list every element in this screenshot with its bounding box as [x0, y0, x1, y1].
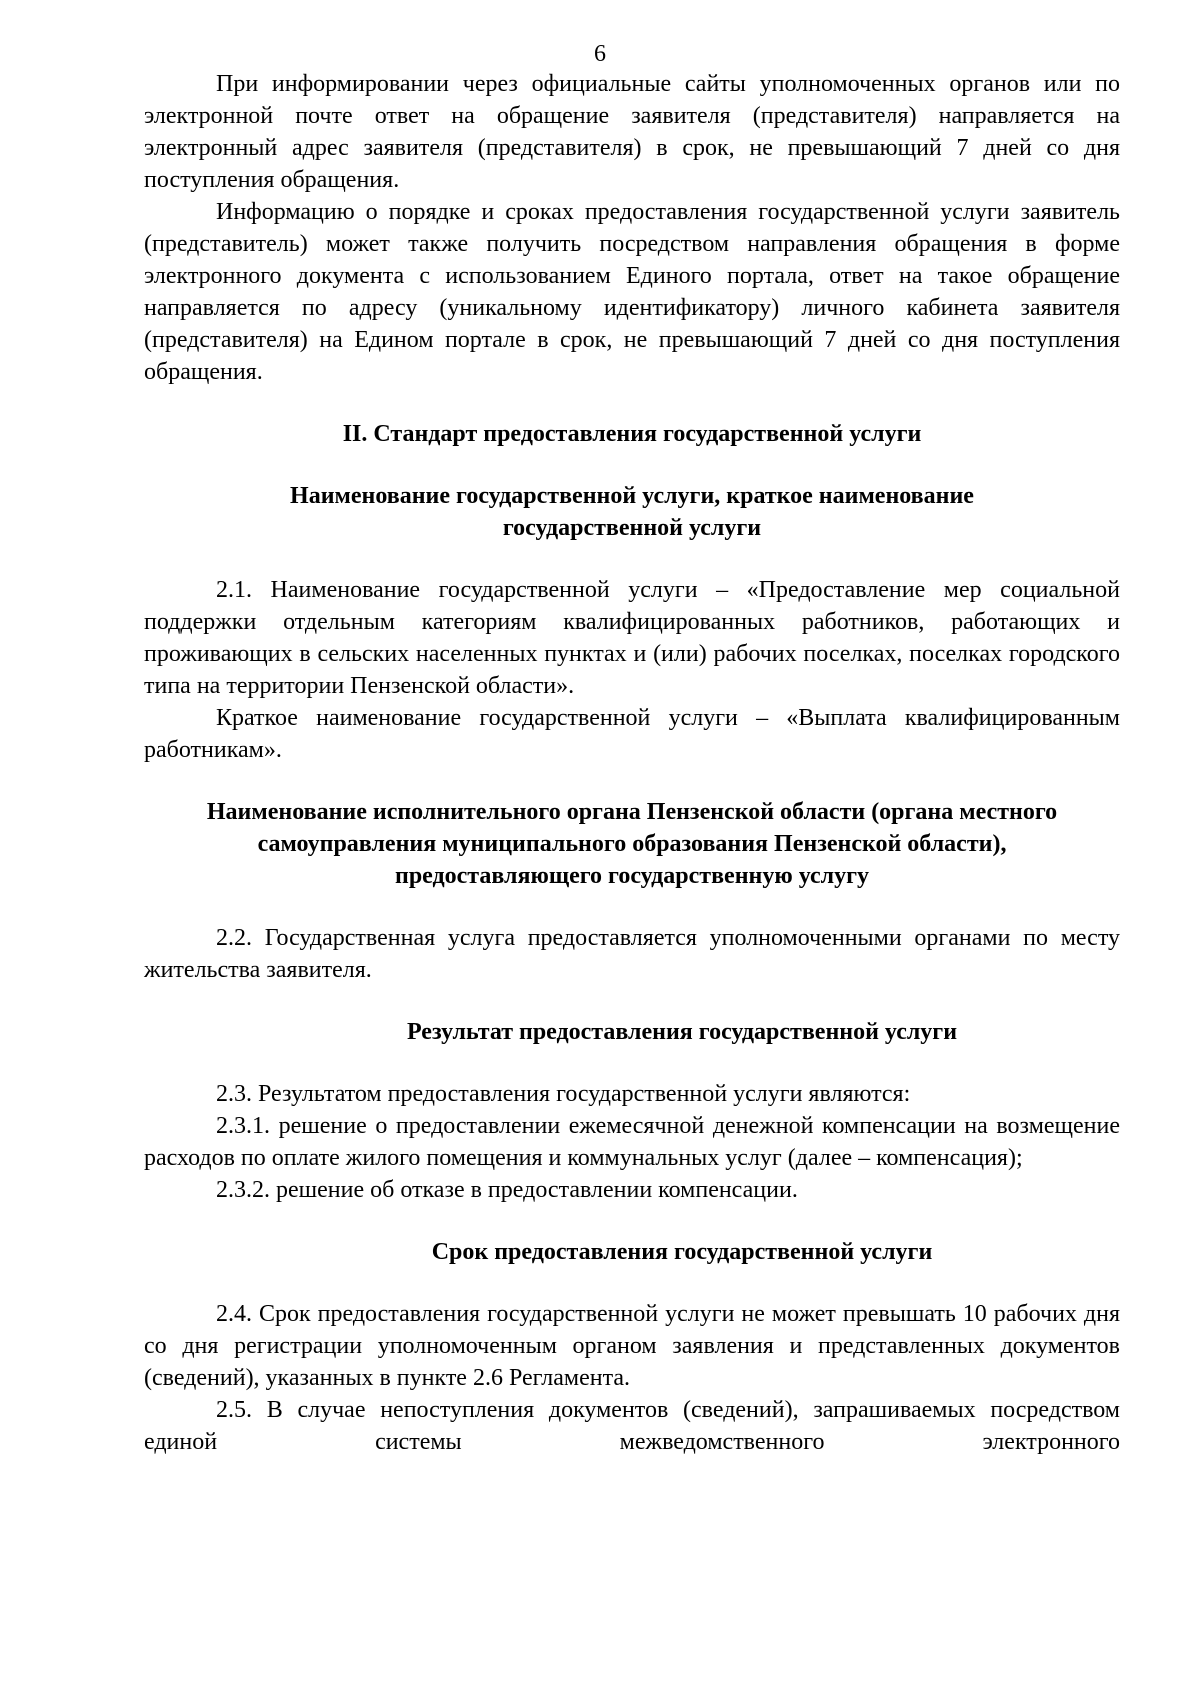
paragraph-2-4: 2.4. Срок предоставления государственной услуги не может превышать 10 рабочих дня со дня регистрации уполномоченным органом заявления и представленных документов (сведений), указанных в пункте 2.6 Регламента. — [144, 1301, 1120, 1391]
paragraph-informing-portal: Информацию о порядке и сроках предоставления государственной услуги заявитель (представитель) может также получить посредством направления обращения в форме электронного документа с использованием Единого портала, ответ на такое обращение направляется по адресу (уникальному идентификатору) личного кабинета заявителя (представителя) на Едином портале в срок, не превышающий 7 дней со дня поступления обращения. — [144, 199, 1120, 385]
paragraph-2-1-short-name: Краткое наименование государственной услуги – «Выплата квалифицированным работникам». — [144, 705, 1120, 763]
heading-authority-name: Наименование исполнительного органа Пензенской области (органа местного самоуправления муниципального образования Пензенской области), предоставляющего государственную услугу — [206, 799, 1058, 889]
paragraph-2-2: 2.2. Государственная услуга предоставляется уполномоченными органами по месту жительства заявителя. — [144, 925, 1120, 983]
paragraph-2-3: 2.3. Результатом предоставления государственной услуги являются: — [216, 1081, 911, 1107]
heading-result: Результат предоставления государственной услуги — [406, 1019, 958, 1045]
paragraph-2-1: 2.1. Наименование государственной услуги – «Предоставление мер социальной поддержки отдельным категориям квалифицированных работников, работающих и проживающих в сельских населенных пунктах и (или) рабочих поселках, поселках городского типа на территории Пензенской области». — [144, 577, 1120, 699]
paragraph-2-5: 2.5. В случае непоступления документов (сведений), запрашиваемых посредством единой системы межведомственного электронного — [144, 1397, 1120, 1455]
heading-term: Срок предоставления государственной услуги — [431, 1239, 933, 1265]
page-number: 6 — [594, 41, 606, 67]
paragraph-2-3-2: 2.3.2. решение об отказе в предоставлении компенсации. — [216, 1177, 798, 1203]
heading-service-name: Наименование государственной услуги, краткое наименование государственной услуги — [290, 483, 974, 541]
section-heading-standard: II. Стандарт предоставления государственной услуги — [342, 421, 922, 447]
paragraph-2-3-1: 2.3.1. решение о предоставлении ежемесячной денежной компенсации на возмещение расходов по оплате жилого помещения и коммунальных услуг (далее – компенсация); — [144, 1113, 1120, 1171]
paragraph-informing-email: При информировании через официальные сайты уполномоченных органов или по электронной почте ответ на обращение заявителя (представителя) направляется на электронный адрес заявителя (представителя) в срок, не превышающий 7 дней со дня поступления обращения. — [144, 71, 1120, 193]
document-body — [144, 68, 1120, 1458]
